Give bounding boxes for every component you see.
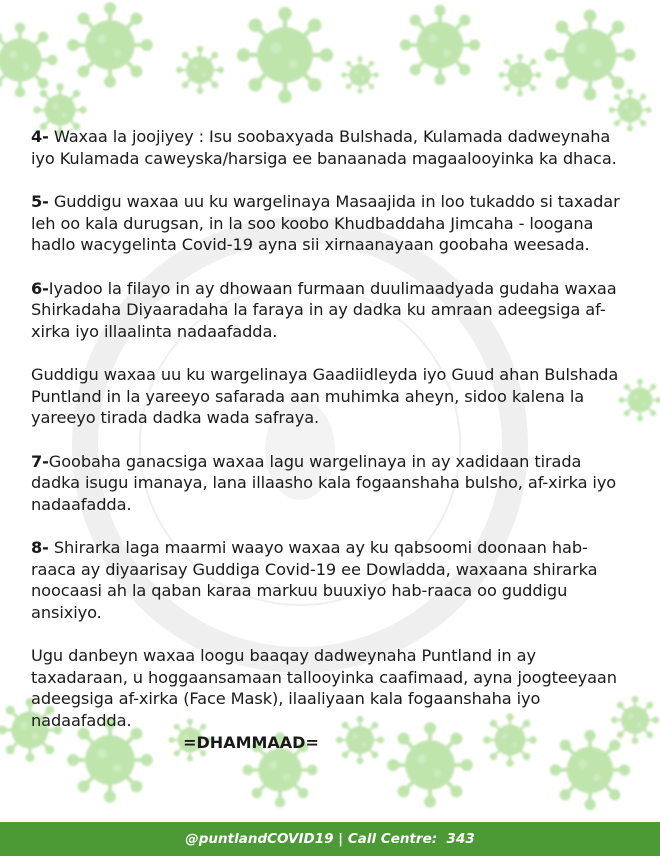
paragraph-7	[31, 451, 631, 516]
call-centre-label: Call Centre:	[347, 831, 438, 847]
item-number: 4-	[31, 127, 49, 146]
twitter-handle[interactable]: @puntlandCOVID19	[185, 831, 334, 847]
footer-gap	[437, 831, 446, 847]
item-number: 5-	[31, 192, 49, 211]
call-centre-number[interactable]: 343	[446, 831, 475, 847]
item-text: Waxaa la joojiyey : Isu soobaxyada Bulshada, Kulamada dadweynaha iyo Kulamada caweyska/harsiga ee banaanada magaalooyinka ka dhaca.	[31, 127, 617, 168]
paragraph-5	[31, 191, 631, 256]
item-text: Goobaha ganacsiga waxaa lagu wargelinaya in ay xadidaan tirada dadka isugu imanaya, lana illaasho kala fogaanshaha bulsho, af-xirka iyo nadaafadda.	[31, 451, 617, 514]
footer-separator: |	[333, 831, 348, 847]
item-text: Iyadoo la filayo in ay dhowaan furmaan duulimaadyada gudaha waxaa Shirkadaha Diyaaradaha la faraya in ay dadka ku amraan adeegsiga af-xirka iyo illaalinta nadaafadda.	[31, 278, 617, 341]
item-text: Guddigu waxaa uu ku wargelinaya Gaadiidleyda iyo Guud ahan Bulshada Puntland in la yareeyo safarada aan muhimka aheyn, sidoo kalena la yareeyo tirada dadka wada safraya.	[31, 365, 619, 427]
item-text: Shirarka laga maarmi waayo waxaa ay ku qabsoomi doonaan hab-raaca ay diyaarisay Guddiga Covid-19 ee Dowladda, waxaana shirarka noocaasi ah la qaban karaa markuu buuxiyo hab-raaca oo guddigu ansixiyo.	[31, 538, 598, 622]
item-number: 6-	[31, 278, 49, 298]
paragraph-final	[31, 645, 631, 731]
paragraph-transport	[31, 364, 631, 429]
paragraph-8	[31, 537, 631, 623]
item-text: Ugu danbeyn waxaa loogu baaqay dadweynaha Puntland in ay taxadaraan, u hoggaansamaan tallooyinka caafimaad, ayna joogteeyaan adeegsiga af-xirka (Face Mask), ilaaliyaan kala fogaanshaha iyo nadaafadda.	[31, 646, 617, 730]
item-text: Guddigu waxaa uu ku wargelinaya Masaajida in loo tukaddo si taxadar leh oo kala durugsan, in la soo koobo Khudbaddaha Jimcaha - loogana hadlo wacygelinta Covid-19 ayna sii xirnaanayaan goobaha weesada.	[31, 192, 620, 254]
closing-mark: =DHAMMAAD=	[183, 733, 319, 752]
paragraph-4	[31, 126, 631, 169]
footer-bar	[0, 822, 660, 856]
notice-body	[31, 126, 631, 752]
item-number: 7-	[31, 451, 49, 471]
paragraph-6	[31, 278, 631, 343]
item-number: 8-	[31, 538, 49, 557]
